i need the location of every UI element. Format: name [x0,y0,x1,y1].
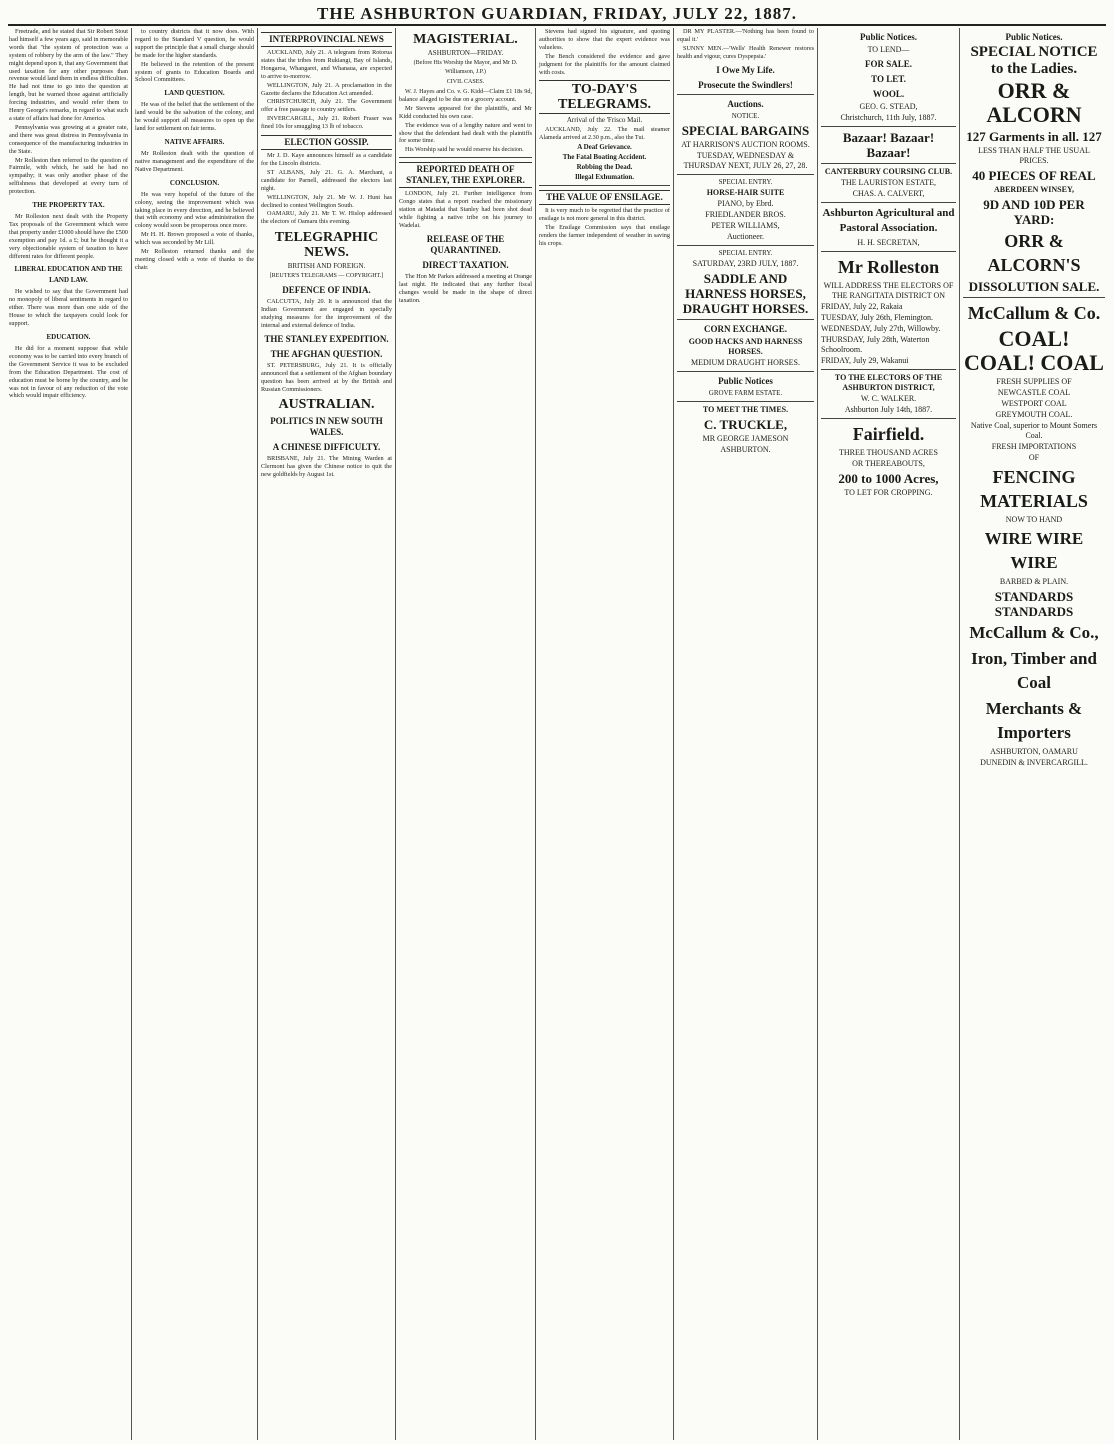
section-heading: EDUCATION. [46,333,91,341]
article-paragraph: LONDON, July 21. Further intelligence from Congo states that a report reached the missionary station at Matadai that Stanley had been shot dead while fighting a native tribe on his journey to Wadelai. [399,190,532,229]
divider [677,174,814,175]
section-heading: THE STANLEY EXPEDITION. [264,333,389,344]
article-paragraph: ST ALBANS, July 21. G. A. Marchant, a candidate for Parnell, addressed the electors last night. [261,168,392,192]
advert-title: ORR & ALCORN'S [987,231,1081,275]
advert-line: HORSE-HAIR SUITE [706,187,785,197]
advert-line: WILL ADDRESS THE ELECTORS OF THE RANGITATA DISTRICT ON [823,281,954,300]
advert-line: THREE THOUSAND ACRES [839,448,938,457]
divider [821,126,956,127]
article-paragraph: WELLINGTON, July 21. Mr W. J. Hunt has declined to contest Wellington South. [261,193,392,209]
column-2 [132,28,258,1440]
article-paragraph: to country districts that it now does. With regard to the Standard V question, he would support the principle that a small charge should be made for the higher standards. [135,28,254,59]
article-paragraph: Stevens had signed his signature, and quoting authorities to show that the expert evidence was valueless. [539,28,670,51]
advert-heading: WOOL. [872,89,905,99]
article-paragraph: The Bench considered the evidence and gave judgment for the plaintiffs for the amount claimed with costs. [539,52,670,76]
article-paragraph: AUCKLAND, July 21. A telegram from Rotorua states that the tribes from Rukiangi, Bay of Islands, Hongaroa, Whangarei, and Whanaua, are expected to arrive to-morrow. [261,49,392,80]
column-3 [258,28,396,1440]
advert-line: GROVE FARM ESTATE. [708,388,783,397]
section-heading: CONCLUSION. [169,178,220,187]
advert-line: MR GEORGE JAMESON [702,433,789,443]
advert-title: SPECIAL BARGAINS [681,122,810,138]
advert-line: Ashburton July 14th, 1887. [844,405,933,414]
section-heading: LIBERAL EDUCATION AND THE LAND LAW. [14,265,123,285]
article-paragraph: His Worship said he would reserve his decision. [405,146,524,154]
advert-line: TUESDAY, WEDNESDAY & THURSDAY NEXT, JULY 26, 27, 28. [683,150,808,170]
divider [821,163,956,164]
article-paragraph: He believed in the retention of the present system of grants to Education Boards and School Committees. [135,60,254,84]
schedule-line: FRIDAY, July 29, Wakanui [821,356,909,365]
section-heading: ELECTION GOSSIP. [261,135,392,150]
divider [821,369,956,370]
schedule-line: FRIDAY, July 22, Rakaia [821,302,903,311]
advert-line: ABERDEEN WINSEY, [993,185,1075,194]
section-heading: THE PROPERTY TAX. [32,201,105,210]
section-heading: INTERPROVINCIAL NEWS [261,32,392,47]
divider [677,94,814,95]
divider [677,245,814,246]
schedule-line: WEDNESDAY, July 27th, Willowby. [821,324,941,333]
advert-title: C. TRUCKLE, [703,416,788,432]
article-paragraph: Mr H. H. Brown proposed a vote of thanks, which was seconded by Mr Lill. [135,231,254,247]
source-line: [REUTER'S TELEGRAMS — COPYRIGHT.] [269,273,384,280]
sub-heading: Illegal Exhumation. [574,173,635,182]
advert-title: ORR & ALCORN [986,78,1082,127]
section-heading: REPORTED DEATH OF STANLEY, THE EXPLORER. [399,162,532,188]
advert-line: LESS THAN HALF THE USUAL PRICES. [978,146,1090,165]
article-paragraph: Mr Rolleston next dealt with the Property Tax proposals of the Government which were that property under £1000 should have the £500 exemption and pay 1d. a £; but he thought it a very objectionable system of taxation to have different rates for different people. [9,213,128,260]
advert-line: Christchurch, 11th July, 1887. [840,113,937,122]
advert-line: GEO. G. STEAD, [859,102,918,111]
divider [821,251,956,252]
advert-line: SPECIAL ENTRY. [718,177,773,186]
section-heading: DIRECT TAXATION. [422,259,509,270]
advert-title: Mr Rolleston [837,257,940,277]
article-paragraph: CHRISTCHURCH, July 21. The Government offer a free passage to country settlers. [261,98,392,114]
article-paragraph: Pennsylvania was growing at a greater rate, and there was great distress in Pennsylvania in consequence of the manufacturing industries in the State. [9,123,128,155]
sub-heading: Robbing the Dead. [576,163,633,172]
advert-line: AT HARRISON'S AUCTION ROOMS. [681,139,810,149]
article-paragraph: WELLINGTON, July 21. A proclamation in the Gazette declares the Education Act amended. [261,81,392,97]
advert-title: Fairfield. [852,424,925,444]
columns [6,28,1108,1440]
article-paragraph: It is very much to be regretted that the practice of ensilage is not more general in this district. [539,207,670,223]
advert-title: Iron, Timber and Coal [971,649,1097,692]
advert-title: to the Ladies. [990,61,1078,77]
advert-line: THE LAURISTON ESTATE, [841,178,936,187]
advert-heading: Public Notices. [860,32,917,42]
advert-line: PETER WILLIAMS, [711,220,780,230]
divider [677,401,814,402]
section-heading: THE AFGHAN QUESTION. [270,348,383,359]
column-6 [674,28,818,1440]
advert-line: SATURDAY, 23RD JULY, 1887. [692,258,799,268]
advert-title: SADDLE AND HARNESS HORSES, DRAUGHT HORSES. [682,270,809,316]
sub-heading: The Fatal Boating Accident. [562,153,647,162]
advert-heading: Auctions. [727,98,764,109]
column-5 [536,28,674,1440]
advert-paragraph: DR MY PLASTER.—'Nothing has been found to equal it.' [677,28,814,43]
column-8 [960,28,1108,1440]
advert-heading: Public Notices [718,375,773,386]
section-heading: AUSTRALIAN. [278,397,375,413]
sub-heading: BRITISH AND FOREIGN. [287,262,366,271]
schedule-line: TUESDAY, July 26th, Flemington. [821,313,934,322]
advert-line: WESTPORT COAL [1001,399,1067,408]
advert-line: TO MEET THE TIMES. [702,404,789,414]
advert-title: 40 PIECES OF REAL [972,168,1096,183]
article-paragraph: Mr Rolleston then referred to the question of Fairmile, with which, he said he had no sympathy; it was only another phase of the selfishness that developed at every turn of protection. [9,156,128,196]
advert-line: FRESH SUPPLIES OF [996,377,1072,386]
advert-line: W. C. WALKER. [860,394,917,403]
article-paragraph: OAMARU, July 21. Mr T. W. Hislop addressed the electors of Oamaru this evening. [261,210,392,226]
divider [677,371,814,372]
article-paragraph: The evidence was of a lengthy nature and went to show that the defendant had dealt with the plaintiffs for some time. [399,121,532,145]
advert-line: CANTERBURY COURSING CLUB. [824,167,953,176]
advert-title: Bazaar! Bazaar! Bazaar! [842,130,935,160]
divider [399,157,532,158]
article-paragraph: Mr Rolleston returned thanks and the meeting closed with a vote of thanks to the chair. [135,248,254,271]
advert-heading: CORN EXCHANGE. [703,323,787,334]
article-paragraph: He wished to say that the Government had no monopoly of liberal sentiments in regard to either. There was more than one side of the House to which the taxpayers could look for support. [9,288,128,328]
article-paragraph: CALCUTTA, July 20. It is announced that the Indian Government are engaged in specially studying measures for the improvement of the internal and external defence of India. [261,298,392,329]
column-1 [6,28,132,1440]
advert-title: McCallum & Co., [969,623,1099,642]
article-paragraph: He was of the belief that the settlement of the land would be the salvation of the colony, and he would support all measures to open up the land for settlement on fair terms. [135,101,254,133]
advert-line: NOTICE. [731,111,760,120]
section-heading: MAGISTERIAL. [413,32,518,47]
advert-title: McCallum & Co. [967,303,1101,323]
article-paragraph: AUCKLAND, July 22. The mail steamer Alameda arrived at 2.30 p.m., also the Tui. [539,126,670,142]
divider [677,319,814,320]
advert-title: Ashburton Agricultural and Pastoral Association. [822,207,955,234]
advert-heading: TO LET. [871,74,906,84]
advert-heading: I Owe My Life. [716,64,775,75]
section-heading: RELEASE OF THE QUARANTINED. [426,233,505,255]
advert-title: STANDARDS STANDARDS [994,589,1074,619]
divider [539,185,670,186]
section-heading: DEFENCE OF INDIA. [282,285,371,296]
section-heading: TELEGRAPHIC NEWS. [274,230,379,261]
article-paragraph: W. J. Hayes and Co. v. G. Kidd—Claim £1 18s 9d, balance alleged to be due on a grocery account. [399,88,532,103]
advert-line: MEDIUM DRAUGHT HORSES. [691,357,800,367]
article-paragraph: Freetrade, and he stated that Sir Robert Stout had himself a few years ago, said in memorable words that "the system of protection was a system of robbery by the arm of the law." They might depend upon it, that any Government that used taxation for any other purposes than revenue would land them in endless difficulties. He had not time to go into the question at length, but he warned those against artificially forcing industries, and would refer them to Henry George's remarks, in regard to what such a state of affairs had done for America. [9,28,128,122]
section-heading: A CHINESE DIFFICULTY. [272,442,381,453]
advert-title: 200 to 1000 Acres, [838,471,939,486]
column-4 [396,28,536,1440]
advert-line: NEWCASTLE COAL [997,388,1071,397]
article-paragraph: Mr J. D. Kaye announces himself as a candidate for the Lincoln districts. [261,152,392,167]
article-paragraph: He was very hopeful of the future of the colony, seeing the improvement which was taking place in every direction, and he believed that with economy and wise administration the colony would soon be prosperous once more. [135,190,254,230]
advert-line: Auctioneer. [726,231,765,241]
section-heading: TO-DAY'S TELEGRAMS. [539,80,670,114]
advert-line: SPECIAL ENTRY. [718,248,773,257]
advert-line: ASHBURTON, OAMARU [990,747,1078,756]
sub-heading: A Deaf Grievance. [577,143,632,152]
article-paragraph: Mr Rolleston dealt with the question of native management and the expenditure of the Native Department. [135,149,254,173]
article-paragraph: The Hon Mr Parkes addressed a meeting at Orange last night. He indicated that any further fiscal changes would be made in the shape of direct taxation. [399,272,532,304]
sub-heading: CIVIL CASES. [446,79,485,85]
advert-line: TO THE ELECTORS OF THE ASHBURTON DISTRICT, [834,373,943,392]
advert-title: Merchants & Importers [985,699,1083,742]
advert-title: 9D AND 10D PER YARD: [983,197,1085,227]
advert-line: GOOD HACKS AND HARNESS HORSES. [688,336,803,356]
advert-line: CHAS. A. CALVERT, [852,189,925,198]
column-7 [818,28,960,1440]
section-heading: THE VALUE OF ENSILAGE. [539,190,670,205]
advert-title: COAL! COAL! COAL [964,326,1104,375]
advert-line: NOW TO HAND [1005,515,1063,524]
advert-line: TO LET FOR CROPPING. [844,488,933,497]
article-paragraph: ST. PETERSBURG, July 21. It is officially announced that a settlement of the Afghan boundary question has been arrived at by the British and Russian Commissioners. [261,361,392,393]
advert-heading: Public Notices. [1005,32,1063,42]
sub-heading: (Before His Worship the Mayor, and Mr D. Williamson, J.P.) [413,60,518,75]
advert-paragraph: SUNNY MEN.—'Wells' Health Renewer restores health and vigour, cures Dyspepsia.' [677,44,814,60]
advert-line: TO LEND— [867,45,910,54]
advert-title: FENCING MATERIALS [980,467,1088,511]
article-paragraph: Mr Stevens appeared for the plaintiffs, and Mr Kidd conducted his own case. [399,104,532,120]
sub-heading: ASHBURTON—FRIDAY. [427,49,504,57]
advert-line: FRESH IMPORTATIONS [991,442,1077,451]
advert-line: Native Coal, superior to Mount Somers Coal. [970,421,1098,440]
advert-heading: Prosecute the Swindlers! [698,79,793,90]
advert-line: GREYMOUTH COAL. [995,410,1073,419]
divider [963,297,1105,298]
advert-heading: FOR SALE. [864,59,912,69]
section-heading: NATIVE AFFAIRS. [164,137,225,146]
advert-line: FRIEDLANDER BROS. [705,209,786,219]
advert-line: PIANO, by Ebrd. [717,198,774,208]
article-paragraph: He did for a moment suppose that while economy was to be carried into every branch of the Government Service it was to be excluded from the Education Department. The cost of education must be borne by the country, and he was not in favour of any reduction of the vote which would impair efficiency. [9,345,128,400]
advert-title: WIRE WIRE WIRE [984,529,1084,572]
advert-line: OF [1028,453,1040,462]
schedule-line: THURSDAY, July 28th, Waterton Schoolroom. [821,335,930,354]
article-paragraph: BRISBANE, July 21. The Mining Warden at Clermont has given the Chinese notice to quit the new goldfields by August 1st. [261,455,392,479]
advert-title: 127 Garments in all. 127 [966,129,1102,144]
article-paragraph: INVERCARGILL, July 21. Robert Fraser was fined 10s for smuggling 13 lb of tobacco. [261,115,392,131]
advert-line: OR THEREABOUTS, [852,459,925,468]
divider [821,418,956,419]
advert-title: SPECIAL NOTICE [970,44,1098,60]
advert-line: ASHBURTON. [720,444,771,454]
advert-line: DUNEDIN & INVERCARGILL. [980,758,1088,767]
advert-line: H. H. SECRETAN, [857,238,920,247]
masthead: THE ASHBURTON GUARDIAN, FRIDAY, JULY 22, 1887. [8,4,1106,26]
advert-title: DISSOLUTION SALE. [968,279,1100,294]
advert-line: BARBED & PLAIN. [999,577,1069,586]
article-paragraph: The Ensilage Commission says that ensilage renders the farmer independent of weather in saving his crops. [539,224,670,247]
sub-heading: Arrival of the 'Frisco Mail. [566,116,643,125]
divider [821,202,956,203]
section-heading: POLITICS IN NEW SOUTH WALES. [270,416,383,438]
section-heading: LAND QUESTION. [164,89,225,98]
